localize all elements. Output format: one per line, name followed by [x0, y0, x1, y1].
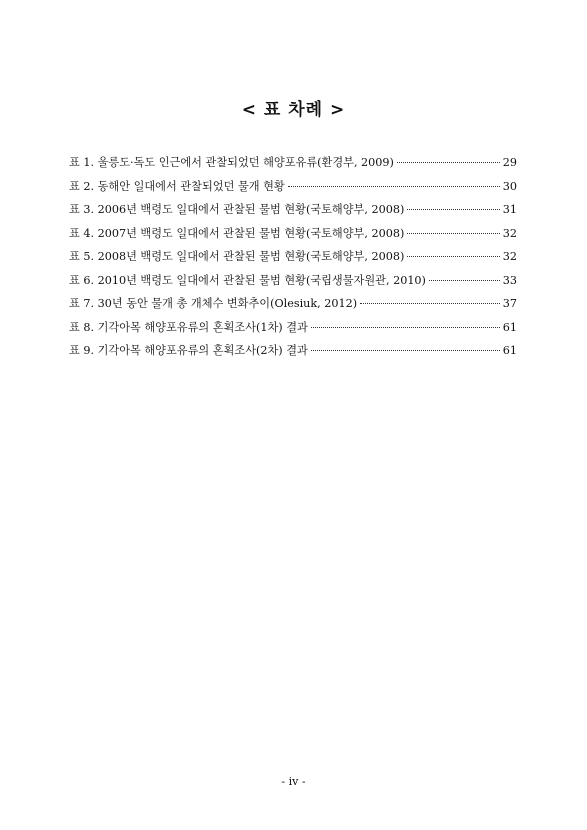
toc-entry-label: 표 7. 30년 동안 물개 총 개체수 변화추이(Olesiuk, 2012) — [69, 297, 358, 310]
toc-entry-page: 29 — [502, 156, 517, 169]
toc-entry[interactable] — [69, 175, 517, 199]
toc-entry-page: 31 — [502, 203, 517, 216]
toc-entry-page: 61 — [502, 320, 517, 334]
toc-entry-page: 32 — [502, 250, 517, 263]
toc-entry-label: 표 8. 기각아목 해양포유류의 혼획조사(1차) 결과 — [69, 320, 308, 334]
toc-entry[interactable] — [69, 316, 517, 340]
toc-entry-label: 표 9. 기각아목 해양포유류의 혼획조사(2차) 결과 — [69, 344, 308, 357]
toc-entry-label: 표 2. 동해안 일대에서 관찰되었던 물개 현황 — [69, 179, 285, 193]
toc-entry-page: 37 — [502, 297, 517, 310]
toc-entry-page: 30 — [502, 179, 517, 193]
toc-entry-page: 32 — [502, 226, 517, 240]
toc-entry[interactable] — [69, 151, 517, 175]
toc-entry[interactable] — [69, 339, 517, 363]
toc-entry-page: 61 — [502, 344, 517, 357]
toc-entry[interactable] — [69, 222, 517, 246]
page-number: - iv - — [281, 775, 306, 788]
toc-leader-dots — [407, 233, 499, 234]
toc-entry-label: 표 3. 2006년 백령도 일대에서 관찰된 물범 현황(국토해양부, 2008) — [69, 203, 405, 216]
toc-leader-dots — [288, 186, 500, 187]
toc-leader-dots — [360, 303, 500, 304]
toc-entry[interactable] — [69, 245, 517, 269]
toc-entry[interactable] — [69, 292, 517, 316]
toc-entry[interactable] — [69, 198, 517, 222]
toc-leader-dots — [407, 209, 499, 210]
toc-leader-dots — [407, 256, 499, 257]
toc-entry-label: 표 5. 2008년 백령도 일대에서 관찰된 물범 현황(국토해양부, 2008) — [69, 250, 405, 263]
toc-leader-dots — [397, 162, 500, 163]
toc-leader-dots — [311, 327, 500, 328]
table-of-tables — [69, 151, 517, 363]
toc-leader-dots — [311, 350, 500, 351]
page-title: < 표 차례 > — [241, 100, 346, 120]
toc-entry-label: 표 6. 2010년 백령도 일대에서 관찰된 물범 현황(국립생물자원관, 2010) — [69, 273, 426, 287]
toc-entry-label: 표 4. 2007년 백령도 일대에서 관찰된 물범 현황(국토해양부, 2008) — [69, 226, 405, 240]
toc-entry-page: 33 — [502, 273, 517, 287]
toc-entry-label: 표 1. 울릉도·독도 인근에서 관찰되었던 해양포유류(환경부, 2009) — [69, 156, 394, 169]
toc-leader-dots — [429, 280, 500, 281]
toc-entry[interactable] — [69, 269, 517, 293]
